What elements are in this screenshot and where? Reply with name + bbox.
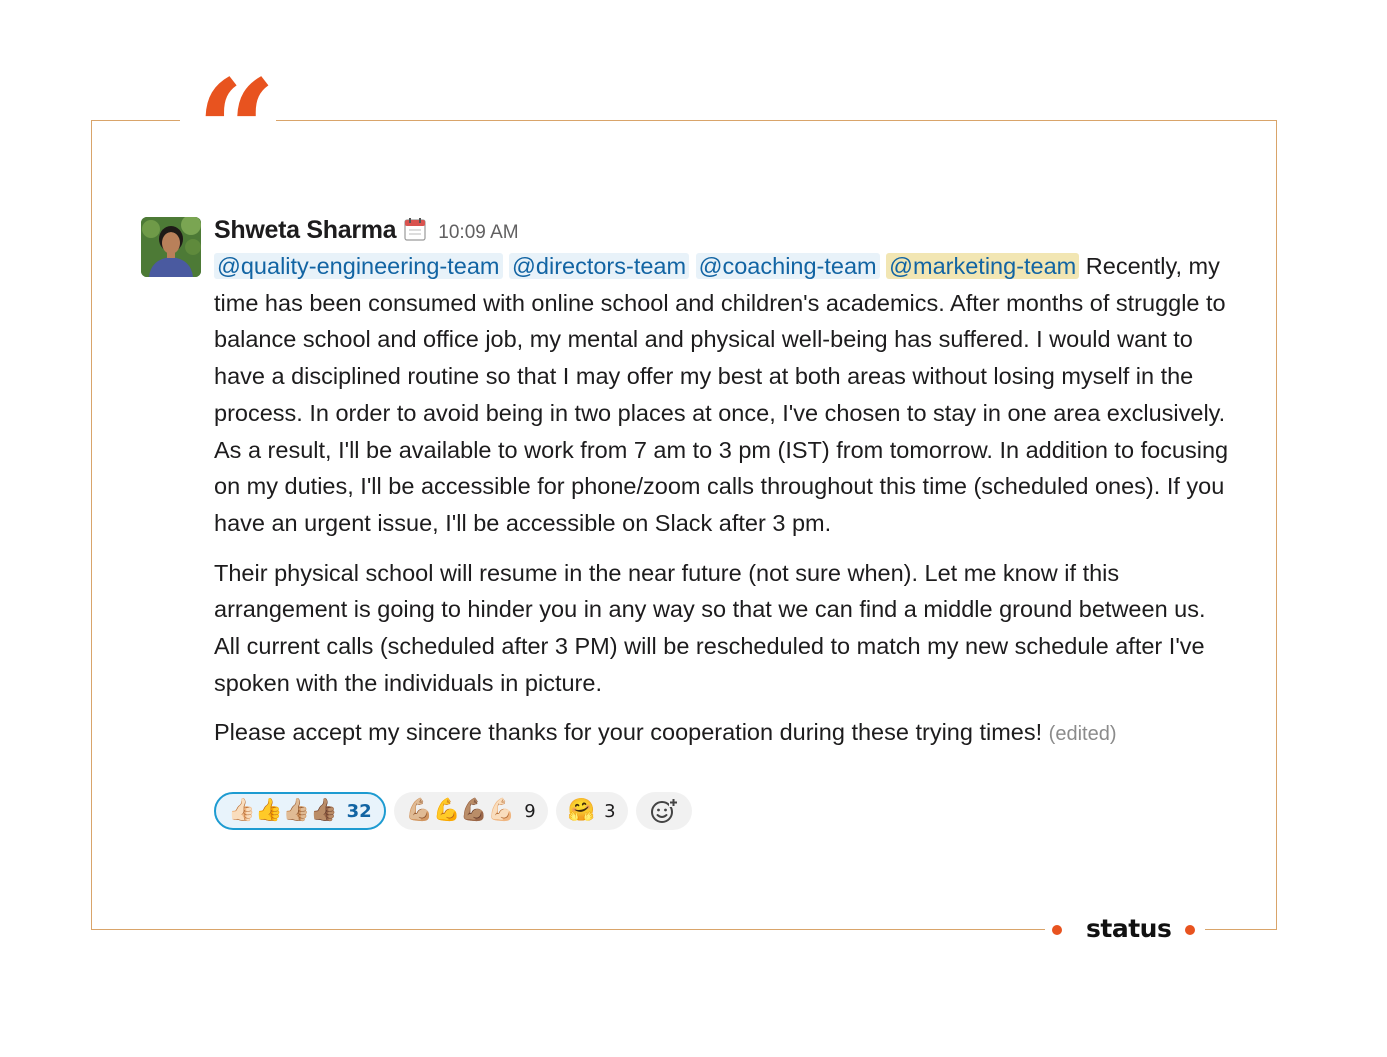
mention-directors-team[interactable]: @directors-team [509, 253, 689, 279]
mention-quality-engineering-team[interactable]: @quality-engineering-team [214, 253, 503, 279]
reaction-count: 32 [346, 800, 372, 822]
reaction-count: 3 [604, 800, 616, 822]
edited-label: (edited) [1048, 723, 1117, 746]
reaction-count: 9 [524, 800, 536, 822]
add-reaction-button[interactable] [636, 792, 692, 830]
calendar-icon [404, 217, 426, 241]
hugging-face-icon: 🤗 [567, 798, 596, 823]
author-name[interactable]: Shweta Sharma [214, 216, 397, 244]
brand-dot-left [1052, 925, 1062, 935]
reaction-thumbs-up[interactable] [214, 792, 386, 830]
message-header [214, 214, 519, 248]
reaction-hug[interactable] [556, 792, 628, 830]
reaction-muscle[interactable] [394, 792, 548, 830]
add-reaction-icon [650, 797, 678, 825]
paragraph-1-text: Recently, my time has been consumed with online school and children's academics. After months of struggle to balance school and office job, my mental and physical well-being has suffered. I would want to have a disciplined routine so that I may offer my best at both areas without losing myself in the process. In order to avoid being in two places at once, I've chosen to stay in one area exclusively. As a result, I'll be available to work from 7 am to 3 pm (IST) from tomorrow. In addition to focusing on my duties, I'll be accessible for phone/zoom calls throughout this time (scheduled ones). If you have an urgent issue, I'll be accessible on Slack after 3 pm. [214, 253, 1229, 536]
quote-mark-icon: “ [196, 50, 263, 214]
avatar[interactable] [141, 217, 201, 277]
brand-dot-right [1185, 925, 1195, 935]
message-timestamp[interactable]: 10:09 AM [438, 222, 519, 243]
message-paragraph-2: Their physical school will resume in the near future (not sure when). Let me know if this arrangement is going to hinder you in any way so that we can find a middle ground between us. All current calls (scheduled after 3 PM) will be rescheduled to match my new schedule after I've spoken with the individuals in picture. [214, 559, 1206, 696]
message-body [214, 248, 1234, 753]
reaction-bar [214, 792, 692, 830]
message-paragraph-3 [214, 714, 1234, 753]
mention-marketing-team[interactable]: @marketing-team [886, 253, 1079, 279]
avatar-image [141, 217, 201, 277]
paragraph-3-text: Please accept my sincere thanks for your cooperation during these trying times! [214, 719, 1043, 746]
brand-logo: status [1086, 914, 1172, 943]
thumbs-up-icon: 👍🏻👍👍🏼👍🏽 [228, 798, 338, 823]
mention-coaching-team[interactable]: @coaching-team [696, 253, 880, 279]
message-paragraph-1 [214, 248, 1234, 542]
flexed-biceps-icon: 💪🏼💪💪🏽💪🏻 [405, 798, 516, 823]
